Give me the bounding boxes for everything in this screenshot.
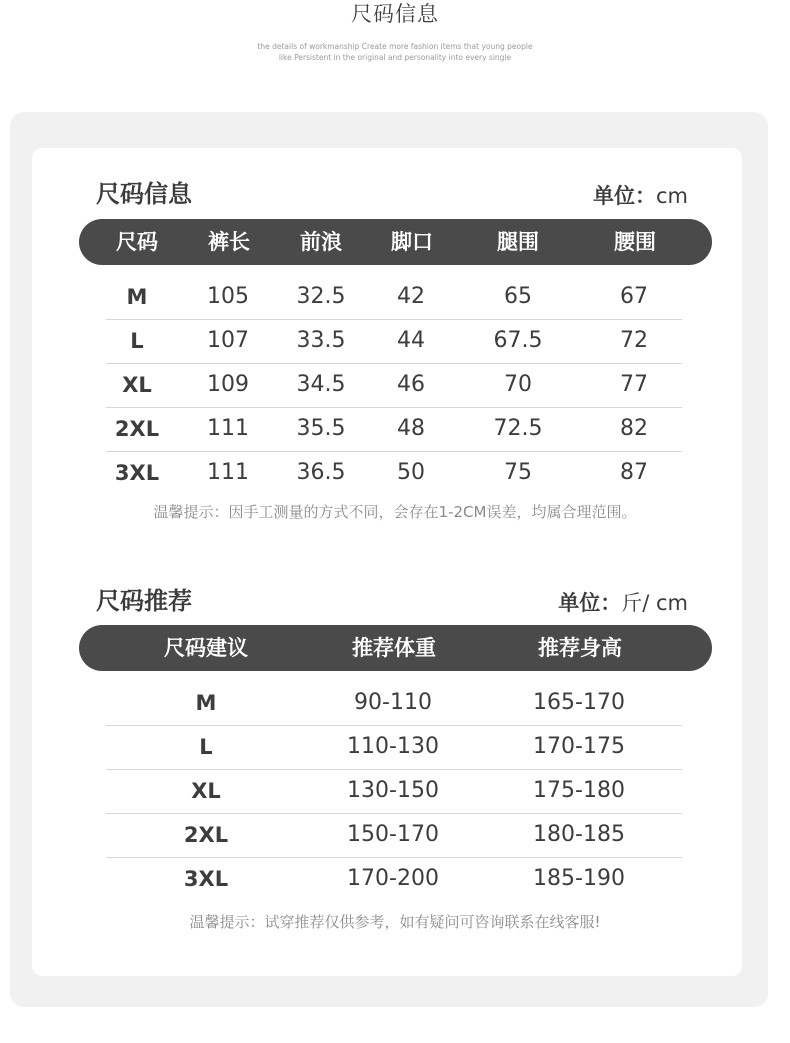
subtitle-line-1: the details of workmanship Create more fashion items that young people: [257, 42, 533, 51]
header-thigh: 腿围: [497, 230, 539, 254]
size-info-header-bar: [79, 219, 712, 265]
table-row: [106, 725, 682, 770]
cell-front-rise: 35.5: [296, 416, 346, 441]
header-leg-opening: 脚口: [391, 230, 433, 254]
cell-thigh: 65: [504, 284, 532, 309]
cell-leg-opening: 48: [397, 416, 425, 441]
cell-size: M: [126, 285, 148, 309]
cell-leg-opening: 46: [397, 372, 425, 397]
cell-size: M: [195, 691, 217, 715]
header-recommended-height: 推荐身高: [538, 636, 622, 660]
header-front-rise: 前浪: [300, 230, 342, 254]
cell-front-rise: 32.5: [296, 284, 346, 309]
table-row: [106, 407, 682, 452]
page-title: 尺码信息: [351, 2, 439, 26]
table-row: [106, 363, 682, 408]
cell-size: L: [199, 735, 213, 759]
cell-waist: 67: [620, 284, 648, 309]
cell-size: 3XL: [114, 461, 160, 485]
cell-pants-length: 111: [207, 460, 249, 485]
cell-front-rise: 36.5: [296, 460, 346, 485]
cell-pants-length: 105: [207, 284, 249, 309]
cell-waist: 82: [620, 416, 648, 441]
unit-value: 斤/ cm: [621, 591, 688, 615]
cell-thigh: 67.5: [493, 328, 543, 353]
table-row: [106, 681, 682, 726]
cell-size: XL: [122, 373, 152, 397]
size-recommend-note: 温馨提示：试穿推荐仅供参考，如有疑问可咨询联系在线客服!: [189, 913, 601, 931]
header-recommended-weight: 推荐体重: [352, 636, 436, 660]
cell-waist: 77: [620, 372, 648, 397]
unit-value: cm: [655, 184, 688, 208]
table-row: [106, 319, 682, 364]
cell-height: 180-185: [533, 822, 625, 847]
size-recommend-header-bar: [79, 625, 712, 671]
cell-height: 165-170: [533, 690, 625, 715]
header-size-suggestion: 尺码建议: [164, 636, 248, 660]
table-row: [106, 857, 682, 901]
cell-pants-length: 109: [207, 372, 249, 397]
cell-thigh: 75: [504, 460, 532, 485]
cell-weight: 90-110: [354, 690, 432, 715]
cell-size: 2XL: [183, 823, 229, 847]
table-row: [106, 769, 682, 814]
unit-label: 单位：: [592, 184, 656, 208]
size-info-title: 尺码信息: [96, 180, 192, 208]
header-pants-length: 裤长: [208, 230, 250, 254]
cell-front-rise: 33.5: [296, 328, 346, 353]
cell-height: 185-190: [533, 866, 625, 891]
cell-leg-opening: 44: [397, 328, 425, 353]
cell-weight: 130-150: [347, 778, 439, 803]
cell-thigh: 70: [504, 372, 532, 397]
cell-size: 2XL: [114, 417, 160, 441]
size-info-unit: [593, 180, 688, 210]
header-size: 尺码: [116, 230, 158, 254]
cell-weight: 150-170: [347, 822, 439, 847]
cell-height: 175-180: [533, 778, 625, 803]
table-row: [106, 813, 682, 858]
size-info-note: 温馨提示：因手工测量的方式不同，会存在1-2CM误差，均属合理范围。: [153, 503, 637, 521]
subtitle-line-2: like Persistent in the original and personality into every single: [278, 53, 512, 62]
unit-label: 单位：: [558, 591, 622, 615]
cell-weight: 170-200: [347, 866, 439, 891]
cell-front-rise: 34.5: [296, 372, 346, 397]
table-row: [106, 451, 682, 495]
cell-pants-length: 111: [207, 416, 249, 441]
size-recommend-title: 尺码推荐: [96, 587, 192, 615]
size-recommend-unit: [558, 587, 688, 617]
cell-height: 170-175: [533, 734, 625, 759]
cell-size: XL: [191, 779, 221, 803]
cell-thigh: 72.5: [493, 416, 543, 441]
cell-size: L: [130, 329, 144, 353]
cell-pants-length: 107: [207, 328, 249, 353]
cell-waist: 87: [620, 460, 648, 485]
cell-size: 3XL: [183, 867, 229, 891]
cell-leg-opening: 42: [397, 284, 425, 309]
cell-leg-opening: 50: [397, 460, 425, 485]
header-waist: 腰围: [614, 230, 656, 254]
table-row: [106, 275, 682, 320]
cell-waist: 72: [620, 328, 648, 353]
cell-weight: 110-130: [347, 734, 439, 759]
